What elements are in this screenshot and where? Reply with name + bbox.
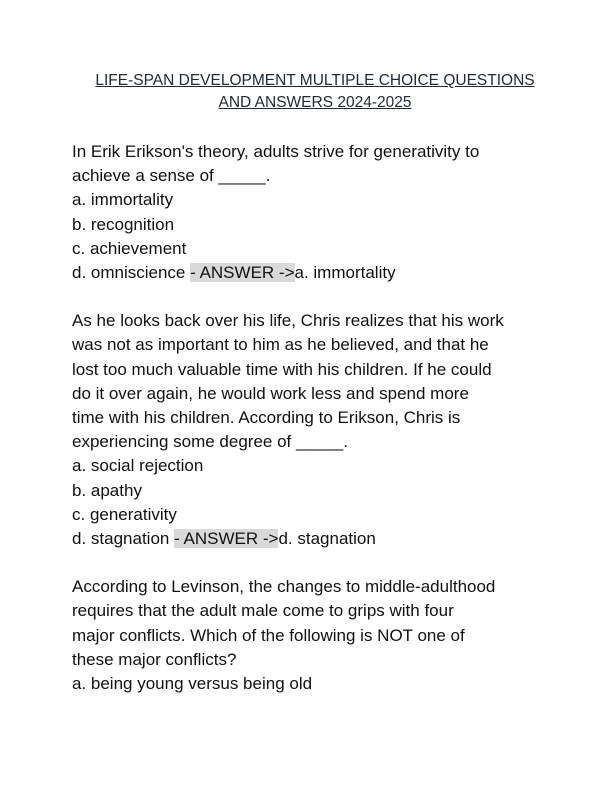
question-stem-line: As he looks back over his life, Chris realizes that his work [72, 311, 504, 331]
question-stem-line: lost too much valuable time with his children. If he could [72, 359, 492, 379]
question-stem-line: major conflicts. Which of the following is NOT one of [72, 625, 465, 645]
answer-tag: - ANSWER -> [174, 529, 279, 549]
option-a: a. being young versus being old [72, 674, 313, 694]
answer-text: d. stagnation [278, 529, 376, 549]
question-1 [72, 140, 552, 285]
answer-tag: - ANSWER -> [190, 263, 295, 283]
title-line-1: LIFE-SPAN DEVELOPMENT MULTIPLE CHOICE QUESTIONS [95, 72, 535, 89]
question-stem-line: time with his children. According to Erikson, Chris is [72, 408, 461, 428]
option-a: a. social rejection [72, 456, 204, 476]
option-d: d. stagnation [72, 529, 175, 549]
option-c: c. generativity [72, 504, 177, 524]
question-stem-line: According to Levinson, the changes to middle-adulthood [72, 577, 496, 597]
question-stem-line: was not as important to him as he believed, and that he [72, 335, 489, 355]
option-d-with-answer [72, 261, 552, 285]
question-stem-line: experiencing some degree of _____. [72, 432, 348, 452]
question-stem-line: requires that the adult male come to grips with four [72, 601, 454, 621]
question-2 [72, 309, 552, 551]
question-stem-line: these major conflicts? [72, 649, 237, 669]
option-d-with-answer [72, 527, 552, 551]
question-3 [72, 575, 552, 696]
document-title [72, 70, 552, 114]
option-b: b. apathy [72, 480, 142, 500]
question-stem-line: achieve a sense of _____. [72, 166, 271, 186]
title-line-2: AND ANSWERS 2024-2025 [218, 94, 412, 111]
question-stem-line: do it over again, he would work less and spend more [72, 383, 469, 403]
answer-text: a. immortality [294, 263, 396, 283]
option-b: b. recognition [72, 214, 175, 234]
option-a: a. immortality [72, 190, 174, 210]
option-d: d. omniscience [72, 263, 191, 283]
option-c: c. achievement [72, 238, 187, 258]
question-stem-line: In Erik Erikson's theory, adults strive for generativity to [72, 142, 480, 161]
